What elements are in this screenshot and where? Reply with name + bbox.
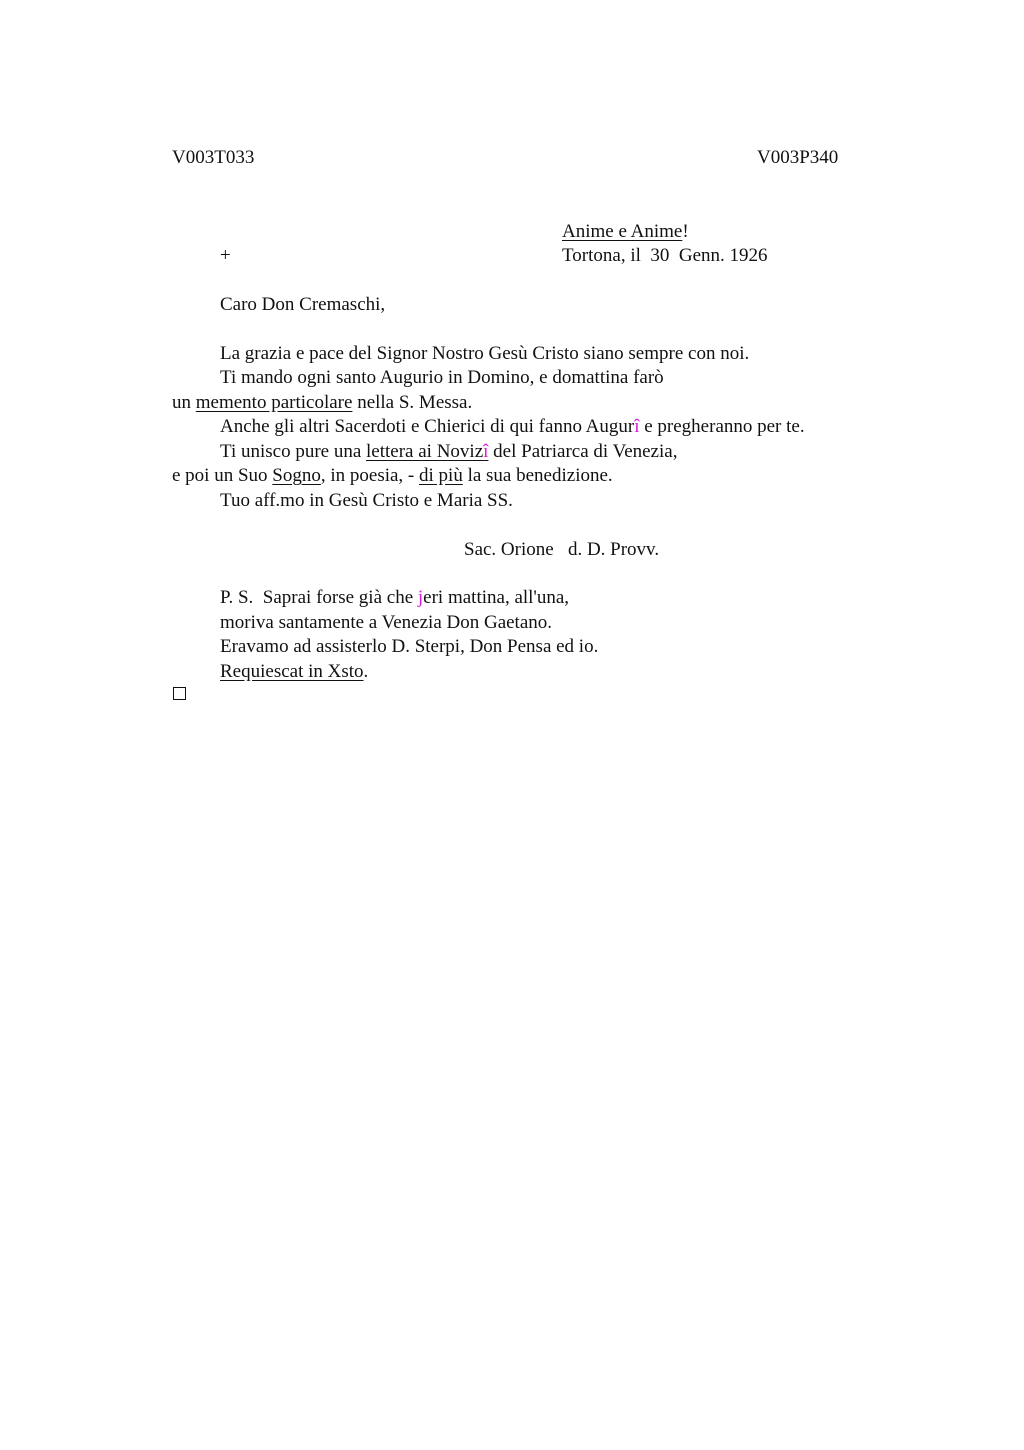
body-line-4-post: e pregheranno per te.	[639, 416, 805, 437]
postscript-line-4	[220, 660, 368, 684]
underlined-lettera	[366, 441, 488, 462]
correction-mark: j	[417, 587, 424, 608]
salutation: Caro Don Cremaschi,	[220, 294, 386, 315]
body-line-4-pre: Anche gli altri Sacerdoti e Chierici di qui fanno Augur	[220, 416, 635, 437]
body-line-6-post: la sua benedizione.	[462, 465, 613, 486]
correction-mark: î	[634, 416, 640, 437]
body-line-6-pre: e poi un Suo	[172, 465, 273, 486]
motto-underlined: Anime e Anime	[562, 221, 683, 242]
body-line-5-post: del Patriarca di Venezia,	[488, 441, 678, 462]
document-code-right: V003P340	[757, 147, 839, 168]
postscript-line-1-post: eri mattina, all'una,	[423, 587, 570, 608]
underlined-di-piu: di più	[419, 465, 463, 486]
postscript-line-3: Eravamo ad assisterlo D. Sterpi, Don Pensa ed io.	[220, 636, 599, 657]
body-line-4	[220, 415, 805, 439]
motto-tail: !	[682, 221, 689, 242]
closing-line: Tuo aff.mo in Gesù Cristo e Maria SS.	[220, 490, 513, 511]
postscript-line-1-pre: P. S. Saprai forse già che	[220, 587, 418, 608]
correction-mark: î	[483, 441, 489, 462]
motto	[562, 220, 689, 244]
body-line-3-post: nella S. Messa.	[352, 392, 473, 413]
postscript-line-4-post: .	[363, 661, 369, 682]
underlined-memento: memento particolare	[195, 392, 353, 413]
signature: Sac. Orione d. D. Provv.	[464, 539, 660, 560]
end-box-icon	[173, 687, 186, 700]
body-line-3-pre: un	[172, 392, 196, 413]
postscript-line-2: moriva santamente a Venezia Don Gaetano.	[220, 612, 553, 633]
body-line-2: Ti mando ogni santo Augurio in Domino, e domattina farò	[220, 367, 664, 388]
place-date: Tortona, il 30 Genn. 1926	[562, 245, 768, 266]
body-line-6	[172, 464, 613, 488]
underlined-lettera-text: lettera ai Noviz	[366, 441, 484, 462]
underlined-sogno: Sogno	[272, 465, 321, 486]
cross-mark: +	[220, 245, 231, 266]
postscript-line-1	[220, 586, 569, 610]
document-code-left: V003T033	[172, 147, 255, 168]
body-line-3	[172, 391, 472, 415]
body-line-5-pre: Ti unisco pure una	[220, 441, 367, 462]
underlined-requiescat: Requiescat in Xsto	[220, 661, 364, 682]
body-line-1: La grazia e pace del Signor Nostro Gesù Cristo siano sempre con noi.	[220, 343, 750, 364]
body-line-6-mid: , in poesia, -	[320, 465, 420, 486]
body-line-5	[220, 440, 677, 464]
